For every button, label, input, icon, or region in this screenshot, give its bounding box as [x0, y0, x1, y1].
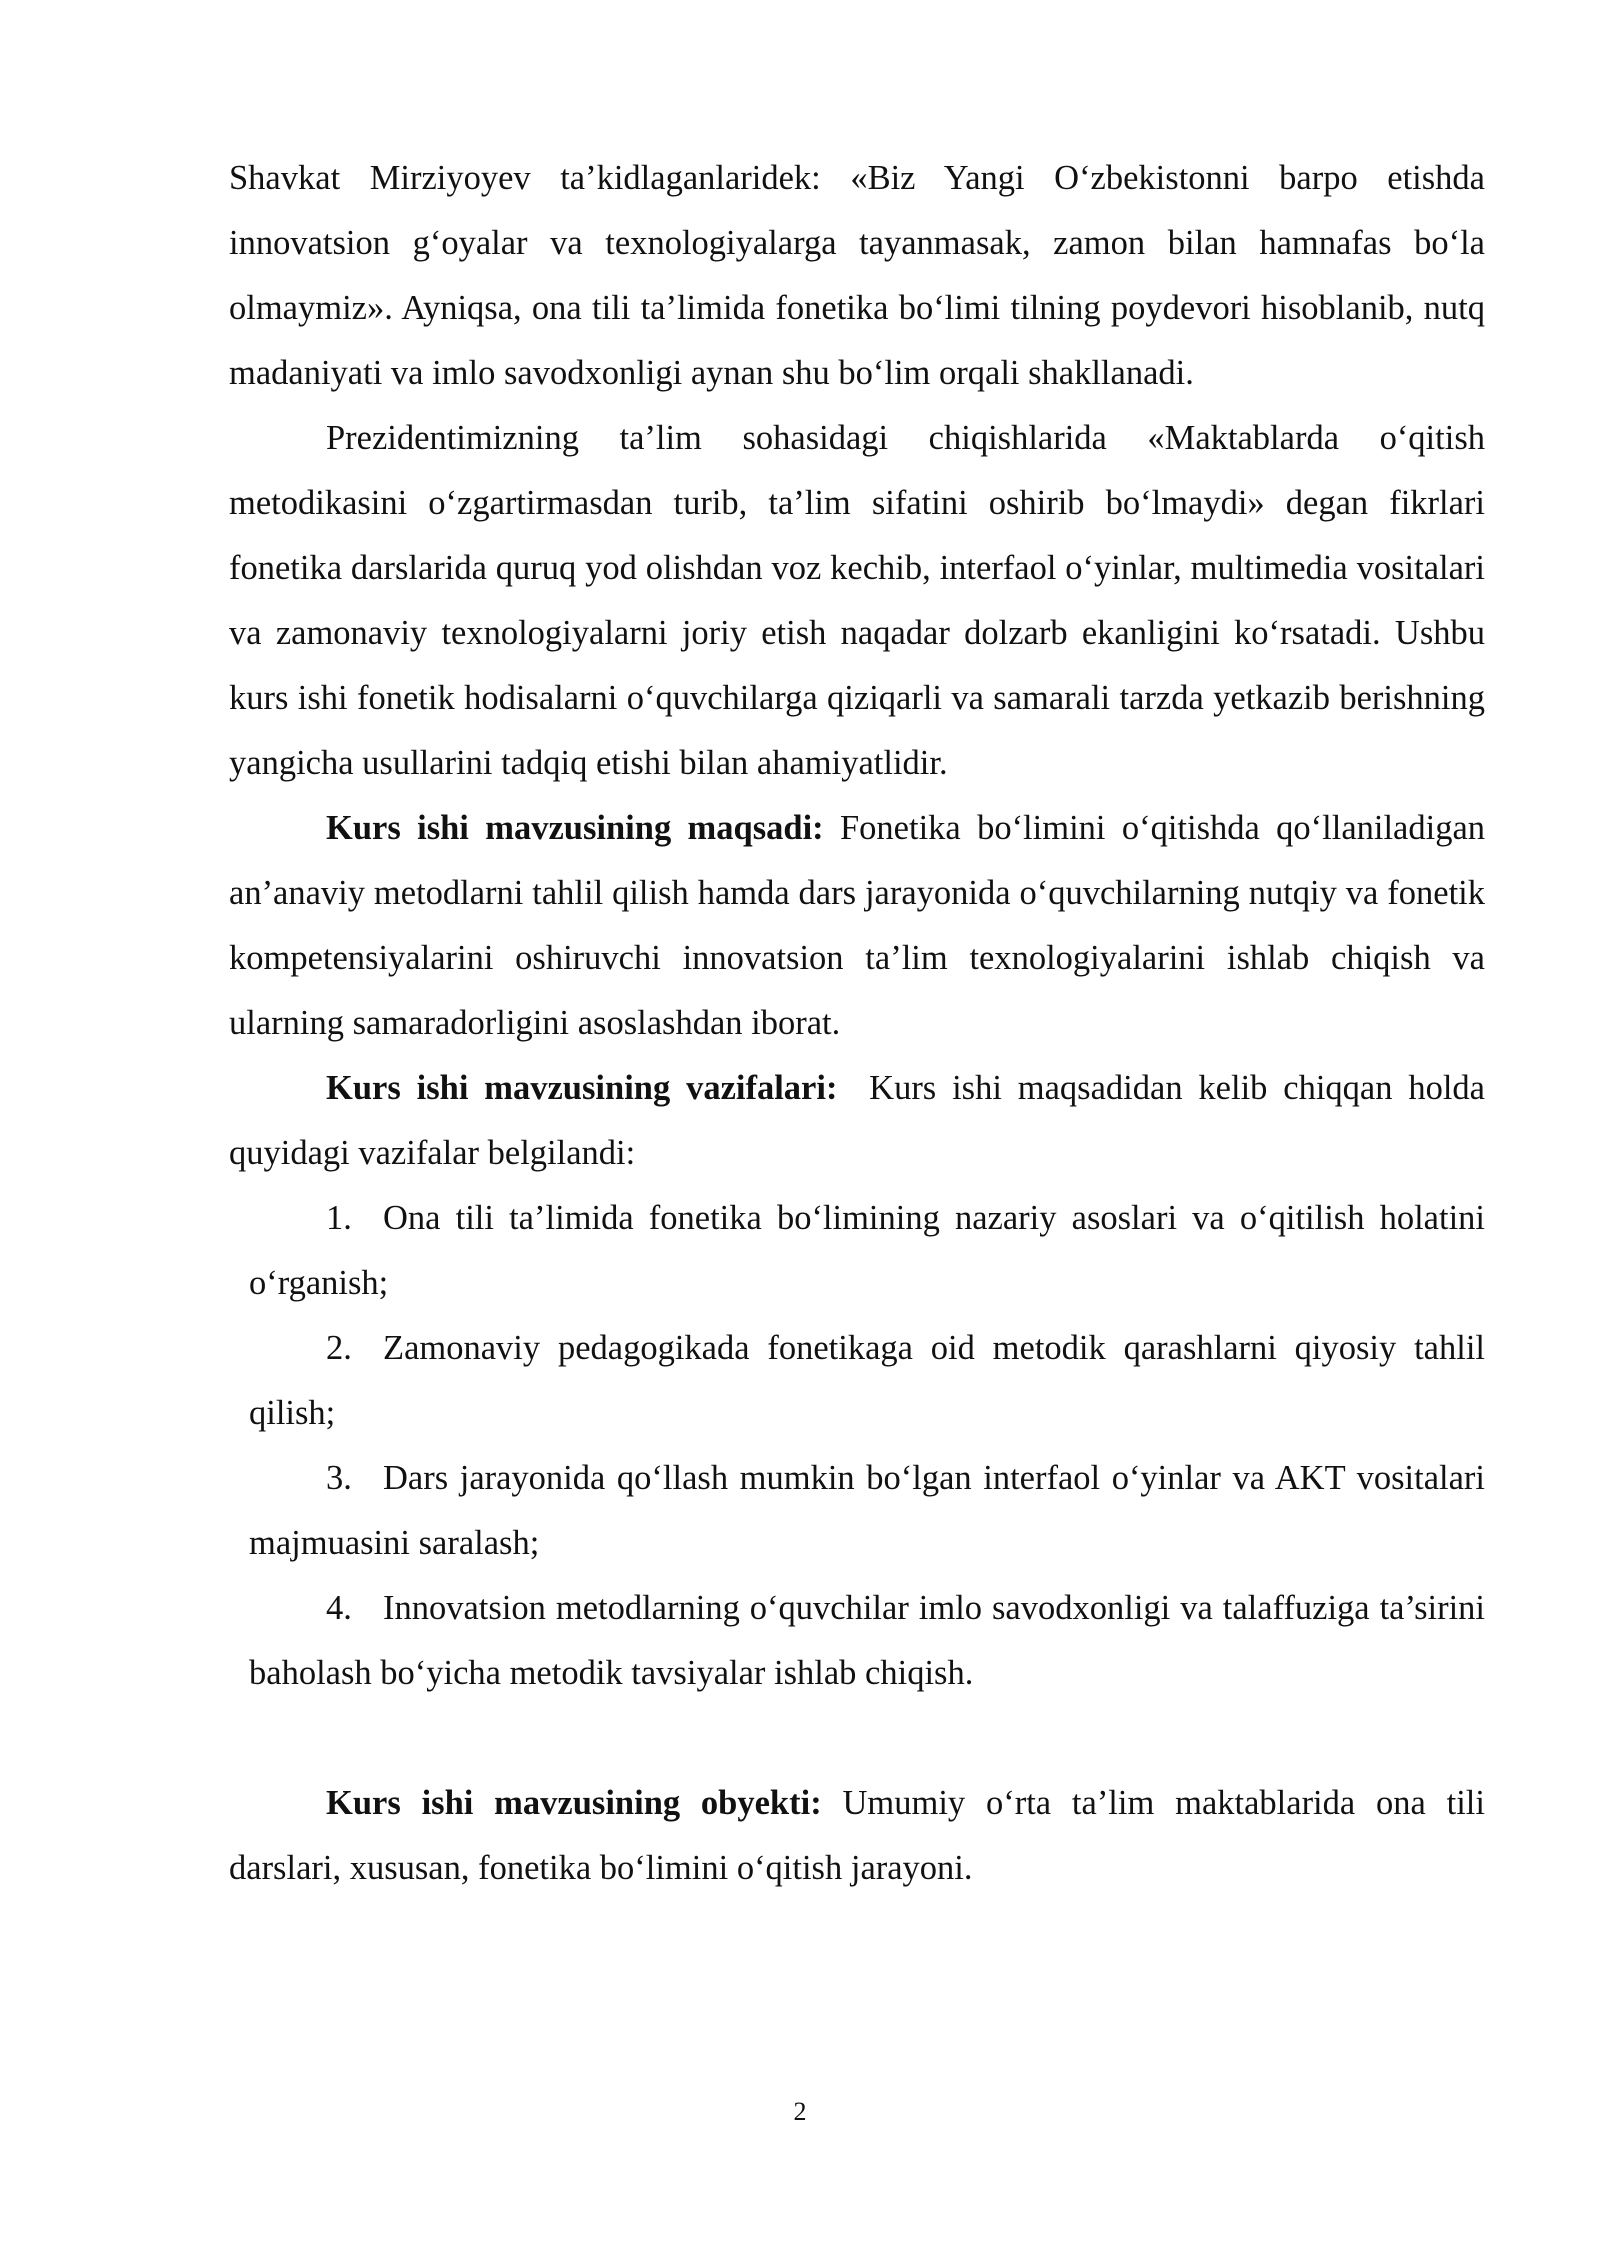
- tasks-heading: Kurs ishi mavzusining vazifalari:: [326, 1069, 838, 1107]
- tasks-list: [229, 1186, 1485, 1706]
- goal-heading: Kurs ishi mavzusining maqsadi:: [326, 809, 824, 847]
- tasks-paragraph: [229, 1056, 1494, 1186]
- blank-line: [229, 1706, 1485, 1771]
- object-heading: Kurs ishi mavzusining obyekti:: [326, 1784, 822, 1822]
- goal-paragraph: [229, 796, 1485, 1056]
- object-text: Umumiy o‘rta ta’lim maktablarida ona tili darslari, xususan, fonetika bo‘limini o‘qitish jarayoni.: [229, 1784, 1485, 1887]
- page-number: 2: [793, 2097, 807, 2126]
- list-item-text: Dars jarayonida qo‘llash mumkin bo‘lgan interfaol o‘yinlar va AKT vositalari majmuasini saralash;: [249, 1459, 1485, 1562]
- list-item-number: 1.: [326, 1199, 352, 1237]
- page-body: [229, 146, 1494, 1901]
- list-item-text: Zamonaviy pedagogikada fonetikaga oid metodik qarashlarni qiyosiy tahlil qilish;: [249, 1329, 1485, 1432]
- list-item-text: Innovatsion metodlarning o‘quvchilar imlo savodxonligi va talaffuziga ta’sirini baholash bo‘yicha metodik tavsiyalar ishlab chiqish.: [249, 1589, 1485, 1692]
- list-item-text: Ona tili ta’limida fonetika bo‘limining nazariy asoslari va o‘qitilish holatini o‘rganish;: [249, 1199, 1485, 1302]
- list-item-number: 4.: [326, 1589, 352, 1627]
- list-item: [249, 1186, 1485, 1316]
- president-quote-paragraph: Prezidentimizning ta’lim sohasidagi chiqishlarida «Maktablarda o‘qitish metodikasini o‘zgartirmasdan turib, ta’lim sifatini oshirib bo‘lmaydi» degan fikrlari fonetika darslarida quruq yod olishdan voz kechib, interfaol o‘yinlar, multimedia vositalari va zamonaviy texnologiyalarni joriy etish naqadar dolzarb ekanligini ko‘rsatadi. Ushbu kurs ishi fonetik hodisalarni o‘quvchilarga qiziqarli va samarali tarzda yetkazib berishning yangicha usullarini tadqiq etishi bilan ahamiyatlidir.: [229, 419, 1485, 782]
- intro-paragraph: Shavkat Mirziyoyev ta’kidlaganlaridek: «Biz Yangi O‘zbekistonni barpo etishda innovatsion g‘oyalar va texnologiyalarga tayanmasak, zamon bilan hamnafas bo‘la olmaymiz». Ayniqsa, ona tili ta’limida fonetika bo‘limi tilning poydevori hisoblanib, nutq madaniyati va imlo savodxonligi aynan shu bo‘lim orqali shakllanadi.: [229, 159, 1485, 392]
- list-item-number: 3.: [326, 1459, 352, 1497]
- tasks-intro-text: Kurs ishi maqsadidan kelib chiqqan holda quyidagi vazifalar belgilandi:: [229, 1069, 1494, 1172]
- list-item: [249, 1446, 1485, 1576]
- list-item: [249, 1316, 1485, 1446]
- list-item-number: 2.: [326, 1329, 352, 1367]
- list-item: [249, 1576, 1485, 1706]
- goal-text: Fonetika bo‘limini o‘qitishda qo‘llaniladigan an’anaviy metodlarni tahlil qilish hamda dars jarayonida o‘quvchilarning nutqiy va fonetik kompetensiyalarini oshiruvchi innovatsion ta’lim texnologiyalarini ishlab chiqish va ularning samaradorligini asoslashdan iborat.: [229, 809, 1486, 1042]
- object-paragraph: [229, 1771, 1485, 1901]
